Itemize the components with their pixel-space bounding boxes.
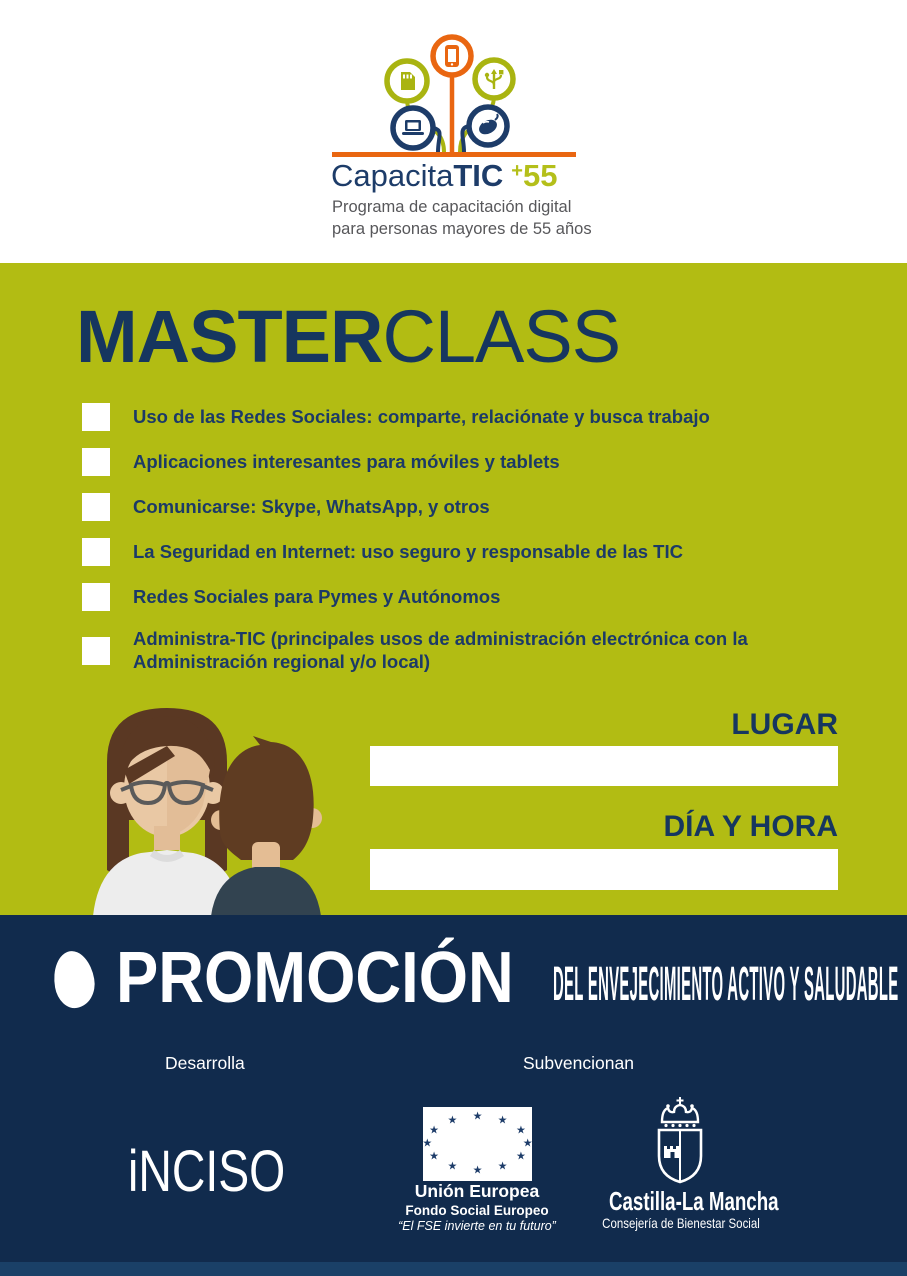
develops-label: Desarrolla: [165, 1053, 245, 1073]
clm-name: Castilla-La Mancha: [609, 1186, 779, 1216]
smartphone-icon: [433, 37, 471, 75]
title-light-part: CLASS: [382, 295, 621, 378]
brand-wordmark: [331, 160, 557, 191]
topic-checkbox[interactable]: [82, 538, 110, 566]
clm-sub: Consejería de Bienestar Social: [602, 1215, 760, 1231]
mouse-icon: [469, 107, 507, 145]
inciso-logo: [128, 1139, 286, 1204]
inciso-rest: NCISO: [138, 1139, 286, 1204]
tagline-line2: para personas mayores de 55 años: [332, 219, 592, 238]
lugar-input[interactable]: [370, 746, 838, 786]
sd-card-icon: [387, 61, 427, 101]
lugar-label: LUGAR: [731, 708, 838, 741]
topic-row: [82, 448, 852, 476]
topic-label: Aplicaciones interesantes para móviles y tablets: [133, 450, 560, 472]
promo-subtitle: DEL ENVEJECIMIENTO ACTIVO Y SALUDABLE: [553, 958, 899, 1011]
people-illustration: [55, 700, 340, 916]
brand-plus-sign: +: [511, 160, 523, 182]
laptop-icon: [393, 108, 433, 148]
usb-icon: [475, 60, 513, 98]
topic-row: [82, 583, 852, 611]
eu-fund: Fondo Social Europeo: [405, 1203, 549, 1218]
eu-flag-icon: [423, 1107, 532, 1181]
page-title: [76, 295, 621, 378]
topic-label: Administra-TIC (principales usos de administración electrónica con la Administración regional y/o local): [133, 628, 748, 672]
eu-quote: “El FSE invierte en tu futuro”: [398, 1219, 556, 1233]
brand-bold: TIC: [453, 158, 504, 193]
topic-label: La Seguridad en Internet: uso seguro y responsable de las TIC: [133, 540, 683, 562]
bottom-strip: [0, 1262, 907, 1276]
orange-divider: [332, 152, 576, 157]
topic-checkbox[interactable]: [82, 637, 110, 665]
dia-hora-input[interactable]: [370, 849, 838, 890]
topic-label: Redes Sociales para Pymes y Autónomos: [133, 585, 501, 607]
promo-title: PROMOCIÓN: [116, 938, 514, 1018]
topic-row: [82, 403, 852, 431]
brand-plus-number: 55: [522, 158, 558, 193]
tagline-line1: Programa de capacitación digital: [332, 198, 572, 216]
topics-list: [82, 403, 852, 673]
topic-row: [82, 493, 852, 521]
topic-checkbox[interactable]: [82, 448, 110, 476]
topic-label: Uso de las Redes Sociales: comparte, relaciónate y busca trabajo: [133, 405, 710, 427]
eu-stars: ★ ★ ★ ★ ★ ★ ★ ★ ★ ★ ★ ★: [422, 1110, 533, 1177]
topic-row: [82, 628, 852, 673]
topic-checkbox[interactable]: [82, 493, 110, 521]
topic-label: Comunicarse: Skype, WhatsApp, y otros: [133, 495, 490, 517]
title-bold-part: MASTER: [76, 295, 383, 378]
clm-emblem-icon: [652, 1096, 708, 1186]
topic-checkbox[interactable]: [82, 583, 110, 611]
brand-tagline: [332, 197, 592, 241]
egg-icon: [49, 948, 98, 1011]
man-figure: [211, 736, 322, 916]
dia-hora-label: DÍA Y HORA: [663, 810, 838, 843]
sponsors-label: Subvencionan: [523, 1053, 634, 1073]
eu-name: Unión Europea: [414, 1181, 540, 1201]
footer-band: [0, 915, 907, 1276]
brand-regular: Capacita: [331, 158, 454, 193]
capacitatic-tree-logo: [323, 28, 585, 160]
topic-row: [82, 538, 852, 566]
topic-checkbox[interactable]: [82, 403, 110, 431]
inciso-i: i: [128, 1139, 139, 1204]
